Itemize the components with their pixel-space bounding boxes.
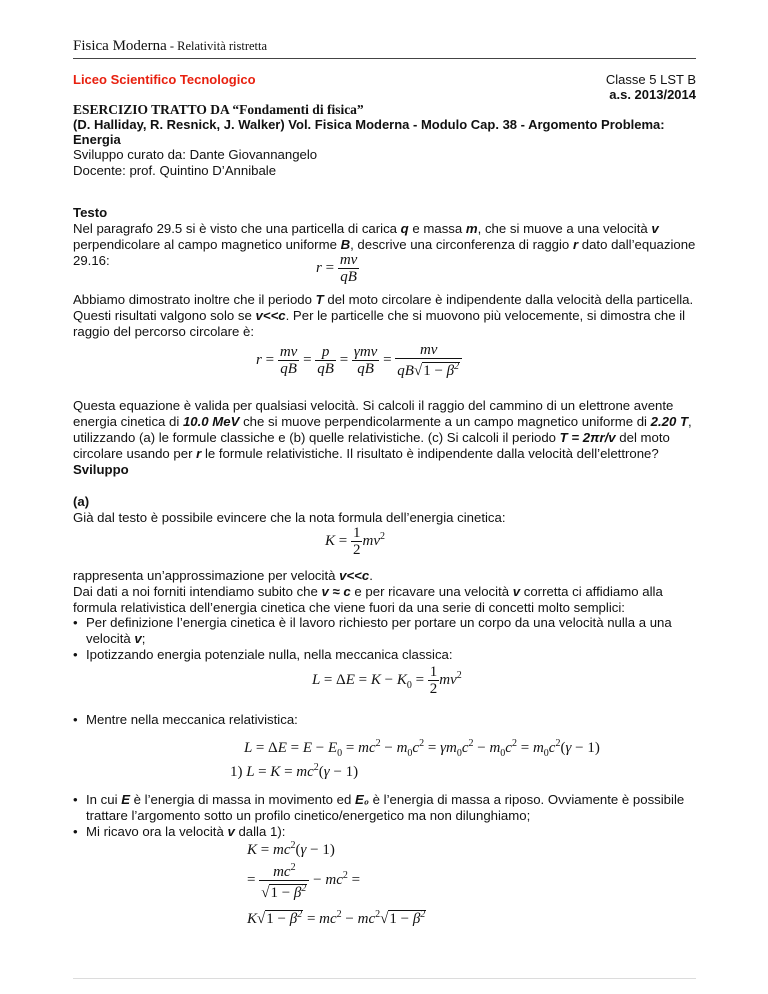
exercise-authors: (D. Halliday, R. Resnick, J. Walker) Vol. Fisica Moderna - Modulo Cap. 38 - Argomento Problema: Energia [73,117,665,147]
testo-paragraph-1: Nel paragrafo 29.5 si è visto che una particella di carica q e massa m, che si muove a una velocità v perpendicolare al campo magnetico uniforme B, descrive una circonferenza di raggio r dato dall’equazione 29.16: [73,221,696,268]
testo-paragraph-3: Questa equazione è valida per qualsiasi velocità. Si calcoli il raggio del cammino di un elettrone avente energia cinetica di 10.0 MeV che si muove perpendicolarmente a un campo magnetico uniforme di 2.20 T, utilizzando (a) le formule classiche e (b) quelle relativistiche. (c) Si calcoli il periodo T = 2πr/v del moto circolare usando per r le formule relativistiche. Il risultato è indipendente dalla velocità dell’elettrone? [73,398,692,461]
equation-kinetic-relativistic: $K = mc^2(\gamma - 1)$ [247,840,335,858]
bullet-list-1 [73,615,698,663]
part-a-label: (a) [73,494,90,509]
equation-kinetic-energy-classical: K = $\frac{1}{2}$ $mv^2$ [325,525,385,558]
list-item: • Ipotizzando energia potenziale nulla, nella meccanica classica: [73,647,698,663]
exercise-title [73,102,703,147]
sviluppo-paragraph-3: Dai dati a noi forniti intendiamo subito che v ≈ c e per ricavare una velocità v corretta ci affidiamo alla formula relativistica dell’energia cinetica che viene fuori da una serie di concetti molto semplici: [73,584,663,615]
bullet-list-3 [73,792,698,840]
list-item: • In cui E è l’energia di massa in movimento ed E₀ è l’energia di massa a riposo. Ovviamente è possibile trattare l’argomento sotto un profilo cinetico/energetico ma non dilunghiamo; [73,792,698,824]
bullet-list-2 [73,712,698,728]
header-divider [73,58,696,59]
equation-kinetic-rearranged: $K√1 - \beta^2 = mc^2 - mc^2√1 - \beta^2$ [247,909,426,927]
equation-work-relativistic: $L = \Delta E = E - E_0 = mc^2 - m_0c^2 = \gamma m_0c^2 - m_0c^2 = m_0c^2(\gamma - 1)$ [244,738,600,759]
school-name: Liceo Scientifico Tecnologico [73,72,256,87]
header-subtitle: - Relatività ristretta [166,39,268,53]
exercise-source: ESERCIZIO TRATTO DA “Fondamenti di fisica” [73,102,364,117]
class-label: Classe 5 LST B [605,72,696,87]
header-title: Fisica Moderna [73,38,167,54]
footer-divider [73,978,696,979]
equation-work-classical: $L = \Delta E = K - K_0$ = $\frac{1}{2}$ $mv^2$ [312,664,462,697]
class-info [606,72,696,102]
school-year: a.s. 2013/2014 [609,87,696,102]
sviluppo-paragraph-2: rappresenta un’approssimazione per velocità v<<c. [73,568,373,583]
testo-heading: Testo [73,205,108,220]
credits-development: Sviluppo curato da: Dante Giovannangelo [73,147,318,162]
credits [73,147,317,179]
list-item: • Mi ricavo ora la velocità v dalla 1): [73,824,698,840]
equation-radius-classical: r = $\frac{mv}{qB}$ [316,252,358,285]
list-item: • Mentre nella meccanica relativistica: [73,712,698,728]
sviluppo-paragraph-1: Già dal testo è possibile evincere che la nota formula dell’energia cinetica: [73,510,506,525]
equation-1: 1) $L = K = mc^2(\gamma - 1)$ [230,762,359,780]
equation-kinetic-expanded: = $\frac{mc^2}{√1 - \beta^2}$ − $mc^2$ = [247,862,361,901]
sviluppo-heading: Sviluppo [73,462,129,477]
page-header [73,38,267,54]
credits-teacher: Docente: prof. Quintino D’Annibale [73,163,277,178]
equation-radius-relativistic: r = $\frac{mv}{qB}$ = $\frac{p}{qB}$ = $\frac{\text{γmv}}{qB}$ = $\frac{mv}{qB√1 - \beta^2}$ [256,342,462,379]
list-item: • Per definizione l’energia cinetica è il lavoro richiesto per portare un corpo da una velocità nulla a una velocità v; [73,615,698,647]
testo-paragraph-2: Abbiamo dimostrato inoltre che il periodo T del moto circolare è indipendente dalla velocità della particella. Questi risultati valgono solo se v<<c. Per le particelle che si muovono più velocemente, si dimostra che il raggio del percorso circolare è: [73,292,694,339]
